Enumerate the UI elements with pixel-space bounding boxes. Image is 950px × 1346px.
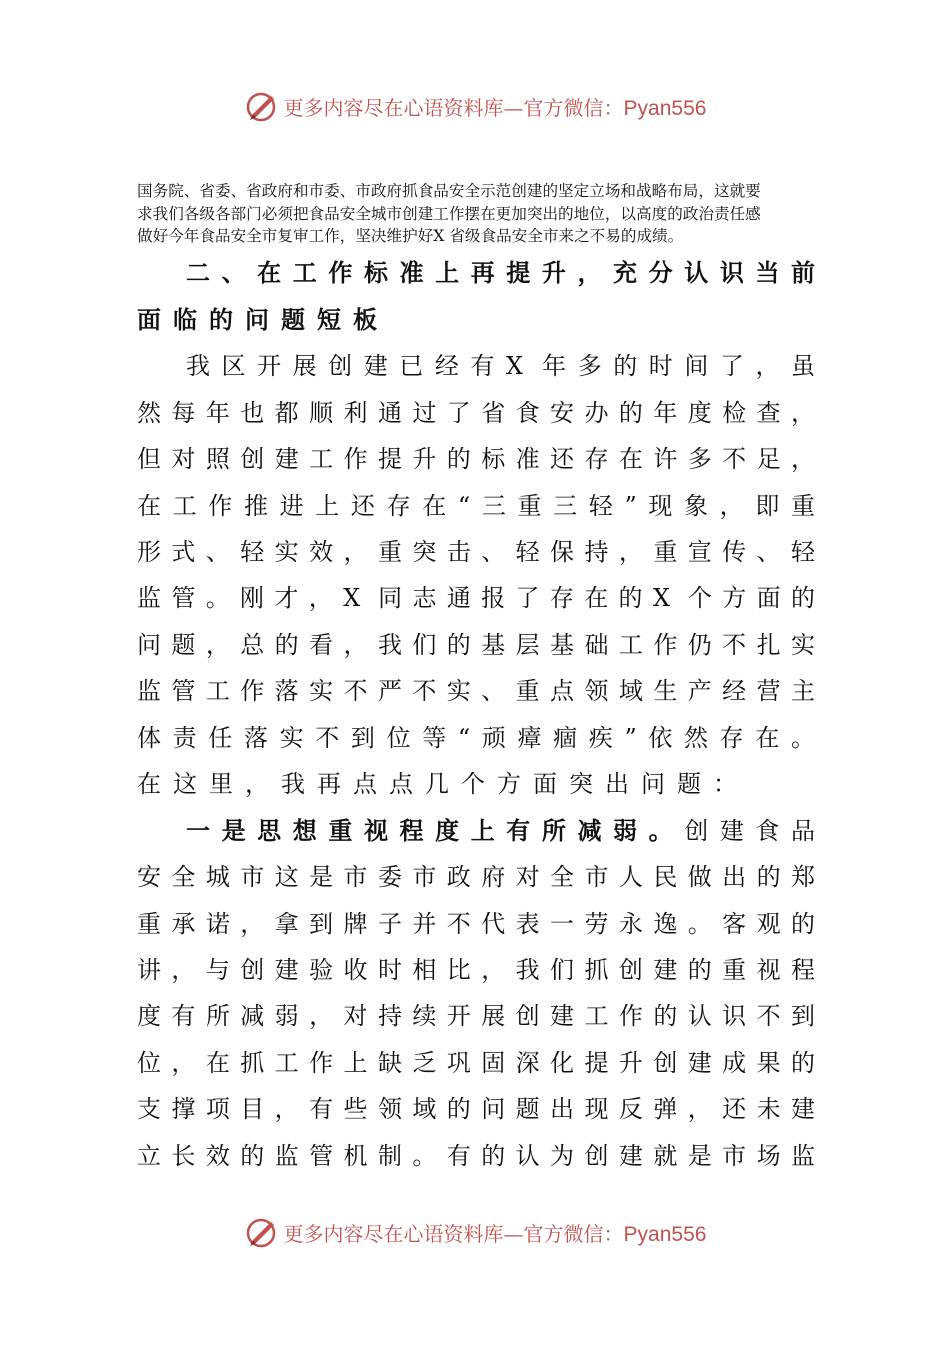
body-line: 度有所减弱，对持续开展创建工作的认识不到	[137, 1002, 815, 1030]
watermark-text: 更多内容尽在心语资料库—官方微信：Pyan556	[283, 95, 707, 120]
intro-line: 做好今年食品安全市复审工作，坚决维护好X 省级食品安全市来之不易的成绩。	[137, 227, 684, 245]
body-line: 讲，与创建验收时相比，我们抓创建的重视程	[137, 956, 815, 984]
body-line: 立长效的监管机制。有的认为创建就是市场监	[137, 1142, 815, 1170]
body-line: 重承诺，拿到牌子并不代表一劳永逸。客观的	[137, 910, 815, 938]
body-line: 一是思想重视程度上有所减弱。创建食品	[186, 817, 815, 845]
body-line: 然每年也都顺利通过了省食安办的年度检查，	[137, 399, 815, 427]
pen-logo-icon	[244, 88, 280, 124]
watermark-text: 更多内容尽在心语资料库—官方微信：Pyan556	[283, 1221, 707, 1246]
body-line: 监管工作落实不严不实、重点领域生产经营主	[137, 677, 815, 705]
body-line: 监管。刚才，X 同志通报了存在的X 个方面的	[137, 584, 815, 612]
bold-lead: 一是思想重视程度上有所减弱。	[186, 817, 685, 845]
body-line: 安全城市这是市委市政府对全市人民做出的郑	[137, 863, 815, 891]
body-line: 在这里，我再点点几个方面突出问题：	[137, 770, 749, 798]
footer-watermark	[0, 1212, 950, 1252]
pen-logo-icon	[244, 1214, 280, 1250]
section-heading: 二、在工作标准上再提升，充分认识当前	[186, 259, 815, 287]
body-line: 位，在抓工作上缺乏巩固深化提升创建成果的	[137, 1049, 815, 1077]
body-line: 但对照创建工作提升的标准还存在许多不足，	[137, 445, 815, 473]
body-line: 形式、轻实效，重突击、轻保持，重宣传、轻	[137, 538, 815, 566]
section-heading: 面临的问题短板	[137, 306, 389, 334]
intro-paragraph	[137, 180, 817, 248]
body-line: 支撑项目，有些领域的问题出现反弹，还未建	[137, 1095, 815, 1123]
body-line: 问题，总的看，我们的基层基础工作仍不扎实	[137, 631, 815, 659]
header-watermark	[0, 86, 950, 126]
intro-line: 国务院、省委、省政府和市委、市政府抓食品安全示范创建的坚定立场和战略布局，这就要	[137, 182, 761, 200]
body-line: 体责任落实不到位等“顽瘴痼疾”依然存在。	[137, 724, 815, 752]
body-line: 在工作推进上还存在“三重三轻”现象，即重	[137, 492, 815, 520]
body-line: 我区开展创建已经有X 年多的时间了，虽	[186, 352, 815, 380]
intro-line: 求我们各级各部门必须把食品安全城市创建工作摆在更加突出的地位，以高度的政治责任感	[137, 204, 761, 223]
